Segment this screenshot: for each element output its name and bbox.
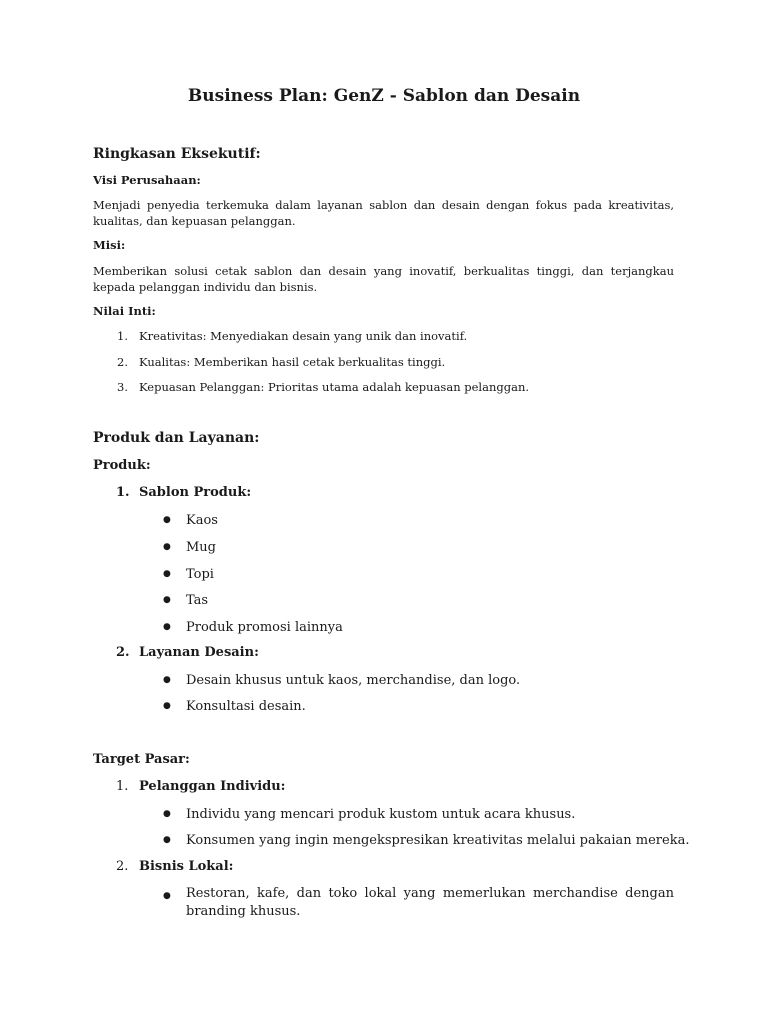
list-item — [163, 538, 216, 557]
product-category — [116, 484, 251, 502]
list-item — [163, 697, 306, 716]
list-text: Topi — [186, 567, 214, 582]
list-number: 2. — [116, 859, 129, 874]
list-number: 2. — [116, 645, 130, 660]
list-item — [163, 591, 208, 610]
list-item — [163, 511, 218, 530]
vision-text: Menjadi penyedia terkemuka dalam layanan sablon dan desain dengan fokus pada kreativitas, kualitas, dan kepuasan pelanggan. — [93, 198, 674, 228]
core-value-item — [117, 379, 529, 395]
core-value-item — [117, 328, 467, 344]
list-item — [163, 885, 674, 921]
executive-summary-heading: Ringkasan Eksekutif: — [93, 146, 261, 162]
mission-heading: Misi: — [93, 238, 126, 252]
bullet-icon: ● — [163, 701, 171, 711]
bullet-icon: ● — [163, 891, 171, 901]
target-market-heading: Target Pasar: — [93, 752, 190, 767]
bullet-icon: ● — [163, 542, 171, 552]
mission-text: Memberikan solusi cetak sablon dan desain yang inovatif, berkualitas tinggi, dan terjangkau kepada pelanggan individu dan bisnis. — [93, 264, 674, 294]
list-item — [163, 831, 689, 850]
list-text: Mug — [186, 540, 217, 555]
list-item — [163, 805, 575, 824]
list-text: Kaos — [186, 513, 218, 528]
list-item — [163, 671, 520, 690]
bullet-icon: ● — [163, 809, 171, 819]
list-text: Tas — [186, 593, 209, 608]
vision-heading: Visi Perusahaan: — [93, 173, 201, 187]
list-text: Individu yang mencari produk kustom untuk acara khusus. — [186, 807, 576, 822]
target-segment — [116, 778, 286, 796]
bullet-icon: ● — [163, 515, 171, 525]
bullet-icon: ● — [163, 835, 171, 845]
list-text: Desain khusus untuk kaos, merchandise, dan logo. — [186, 673, 521, 688]
list-item — [163, 618, 343, 637]
core-value-item — [117, 354, 445, 370]
list-number: 1. — [116, 779, 129, 794]
target-segment-label: Pelanggan Individu: — [139, 779, 286, 794]
list-text: Konsumen yang ingin mengekspresikan kreativitas melalui pakaian mereka. — [186, 833, 690, 848]
list-text: Kepuasan Pelanggan: Prioritas utama adalah kepuasan pelanggan. — [139, 380, 530, 394]
list-item — [163, 565, 214, 584]
list-text: Konsultasi desain. — [186, 699, 306, 714]
target-segment — [116, 858, 233, 876]
list-number: 1. — [117, 329, 128, 343]
bullet-icon: ● — [163, 675, 171, 685]
list-number: 2. — [117, 355, 128, 369]
document-title: Business Plan: GenZ - Sablon dan Desain — [187, 86, 581, 106]
list-number: 1. — [116, 485, 130, 500]
bullet-icon: ● — [163, 622, 171, 632]
products-subheading: Produk: — [93, 458, 151, 473]
product-category — [116, 644, 259, 662]
list-text: Produk promosi lainnya — [186, 620, 343, 635]
product-category-label: Layanan Desain: — [139, 645, 259, 660]
product-category-label: Sablon Produk: — [139, 485, 252, 500]
bullet-icon: ● — [163, 595, 171, 605]
list-text: Restoran, kafe, dan toko lokal yang memerlukan merchandise dengan branding khusus. — [186, 886, 674, 919]
list-text: Kualitas: Memberikan hasil cetak berkualitas tinggi. — [139, 355, 446, 369]
core-values-heading: Nilai Inti: — [93, 304, 156, 318]
list-number: 3. — [117, 380, 128, 394]
list-text: Kreativitas: Menyediakan desain yang unik dan inovatif. — [139, 329, 468, 343]
products-heading: Produk dan Layanan: — [93, 430, 260, 446]
bullet-icon: ● — [163, 569, 171, 579]
target-segment-label: Bisnis Lokal: — [139, 859, 234, 874]
